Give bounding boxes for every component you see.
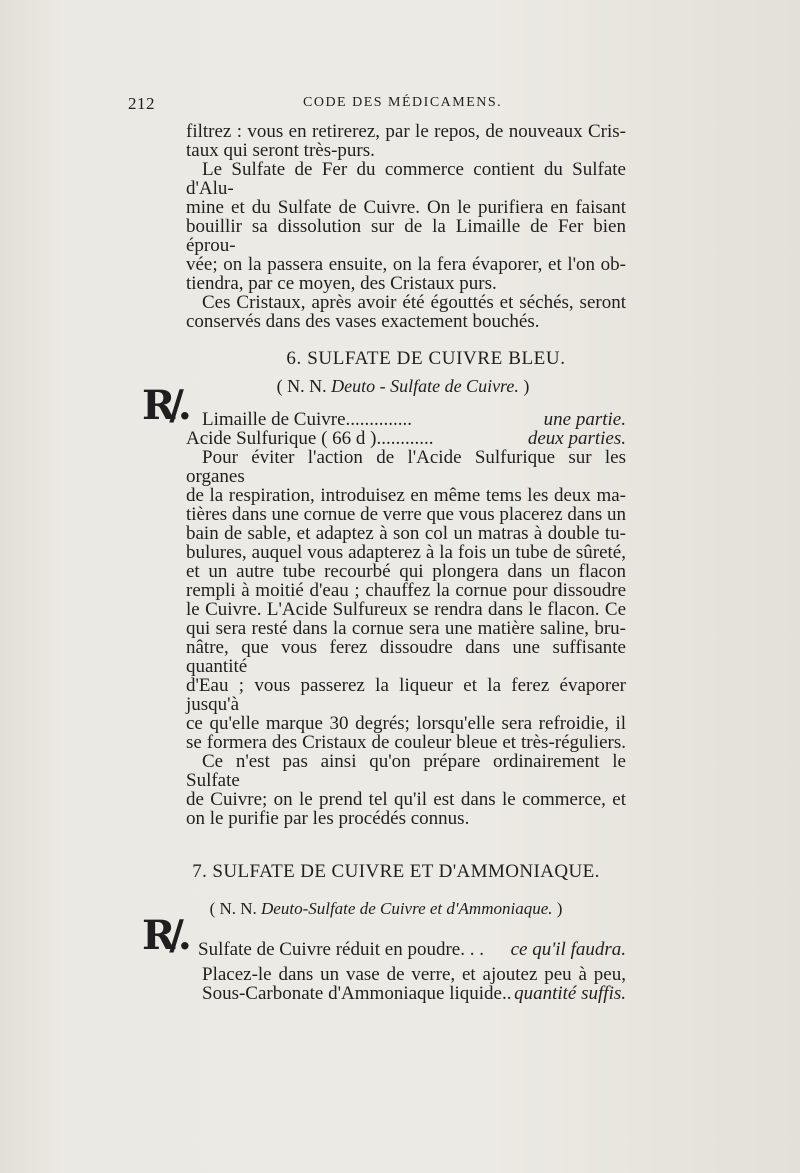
para-line: et un autre tube recourbé qui plongera dans un flacon [186,561,626,582]
para-line: qui sera resté dans la cornue sera une matière saline, bru- [186,618,626,639]
para-line: nâtre, que vous ferez dissoudre dans une suffisante quantité [186,637,626,677]
ingredient-qty: ce qu'il faudra. [510,939,626,960]
synonym-close: ) [552,899,563,918]
para-line: bouillir sa dissolution sur de la Limaille de Fer bien éprou- [186,216,626,256]
section-7-synonym [146,899,626,918]
para-line: tiendra, par ce moyen, des Cristaux purs. [186,273,497,294]
recipe-symbol: R/. [142,382,186,429]
ingredient-qty: deux parties. [527,428,626,449]
page-body [142,121,626,1004]
intro-line-1: filtrez : vous en retirerez, par le repos, de nouveaux Cris- [186,121,626,142]
para-line: Placez-le dans un vase de verre, et ajoutez peu à peu, [202,964,626,985]
para-line: tières dans une cornue de verre que vous placerez dans un [186,504,626,525]
ingredient-row [198,940,626,959]
para-line: de la respiration, introduisez en même tems les deux ma- [186,485,626,506]
para-line: on le purifie par les procédés connus. [186,808,470,829]
running-title: CODE DES MÉDICAMENS. [303,95,503,110]
para-line: Pour éviter l'action de l'Acide Sulfurique sur les organes [186,447,626,487]
para-line: de Cuivre; on le prend tel qu'il est dans le commerce, et [186,789,626,810]
section-7-recipe [142,912,626,1004]
ingredient-qty: quantité suffis. [514,983,626,1004]
synonym-open: ( N. N. [276,376,332,396]
synonym-close: ) [518,376,530,396]
ingredient-qty: une partie. [543,409,626,430]
para-line: le Cuivre. L'Acide Sulfureux se rendra dans le flacon. Ce [186,599,626,620]
recipe-symbol: R/. [142,912,186,959]
ingredient-row [186,429,626,448]
para-line: se formera des Cristaux de couleur bleue et très-réguliers. [186,732,626,753]
para-line: mine et du Sulfate de Cuivre. On le purifiera en faisant [186,197,626,218]
para-line: Ce n'est pas ainsi qu'on prépare ordinairement le Sulfate [186,751,626,791]
para-line: Ces Cristaux, après avoir été égouttés et séchés, seront [202,292,626,313]
para-line: ce qu'elle marque 30 degrés; lorsqu'elle sera refroidie, il [186,713,626,734]
para-line: bulures, auquel vous adapterez à la fois un tube de sûreté, [186,542,626,563]
section-6-title: 6. SULFATE DE CUIVRE BLEU. [286,348,566,369]
ingredient-name: Sous-Carbonate d'Ammoniaque liquide.. [202,983,512,1004]
para-line: bain de sable, et adaptez à son col un matras à double tu- [186,523,626,544]
ingredient-name: Acide Sulfurique ( 66 d )............ [186,428,434,449]
section-7-title: 7. SULFATE DE CUIVRE ET D'AMMONIAQUE. [192,861,600,882]
ingredient-row [202,984,626,1003]
para-line: conservés dans des vases exactement bouchés. [186,311,540,332]
para-line: Le Sulfate de Fer du commerce contient du Sulfate d'Alu- [186,159,626,199]
para-line: d'Eau ; vous passerez la liqueur et la ferez évaporer jusqu'à [186,675,626,715]
intro-line-2: taux qui seront très-purs. [186,140,375,161]
synonym-open: ( N. N. [209,899,262,918]
para-line: vée; on la passera ensuite, on la fera évaporer, et l'on ob- [186,254,626,275]
para-line: rempli à moitié d'eau ; chauffez la cornue pour dissoudre [186,580,626,601]
synonym-name: Deuto - Sulfate de Cuivre. [331,376,519,396]
page-number: 212 [128,94,155,113]
section-6-synonym [180,377,626,396]
synonym-name: Deuto-Sulfate de Cuivre et d'Ammoniaque. [261,899,553,918]
ingredient-row [202,410,626,429]
ingredient-name: Limaille de Cuivre.............. [202,409,413,430]
ingredient-name: Sulfate de Cuivre réduit en poudre. . . [198,939,484,960]
